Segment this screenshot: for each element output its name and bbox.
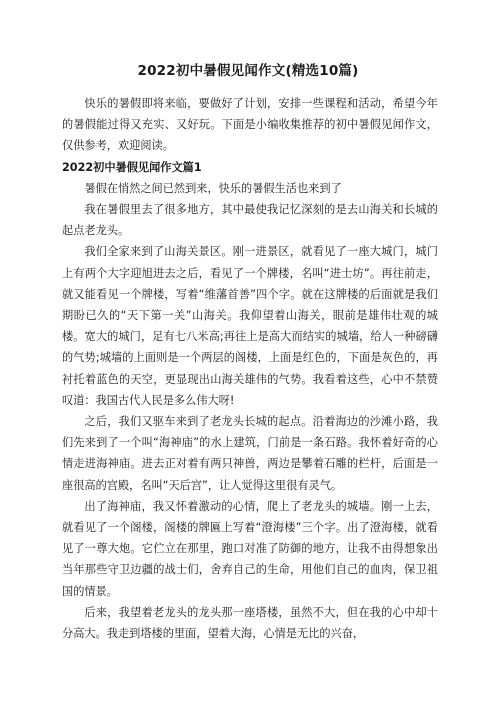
intro-paragraph: 快乐的暑假即将来临，要做好了计划，安排一些课程和活动，希望今年的暑假能过得又充实、又好玩。下面是小编收集推荐的初中暑假见闻作文，仅供参考，欢迎阅读。 — [62, 97, 438, 153]
body-paragraph: 之后，我们又驱车来到了老龙头长城的起点。沿着海边的沙滩小路，我们先来到了一个叫“海神庙”的水上建筑，门前是一条石路。我怀着好奇的心情走进海神庙。进去正对着有两只神兽，两边是攀着石雕的栏杆，后面是一座很高的宫殿，名叫“天后宫”，让人觉得这里很有灵气。 — [62, 415, 438, 492]
section-heading: 2022初中暑假见闻作文篇1 — [62, 160, 202, 174]
body-paragraph: 我们全家来到了山海关景区。刚一进景区，就看见了一座大城门，城门上有两个大字迎旭进去之后，看见了一个牌楼，名叫“进士坊”。再往前走，就又能看见一个牌楼，写着“维藩首善”四个字。就在这牌楼的后面就是我们期盼已久的“天下第一关”山海关。我仰望着山海关，眼前是雄伟壮观的城楼。宽大的城门，足有七八米高;再往上是高大而结实的城墙，给人一种磅礴的气势;城墙的上面则是一个两层的阁楼，上面是红色的，下面是灰色的，再衬托着蓝色的天空，更显现出山海关雄伟的气势。我看着这些，心中不禁赞叹道：我国古代人民是多么伟大呀! — [62, 245, 438, 407]
body-paragraph: 后来，我望着老龙头的龙头那一座塔楼，虽然不大，但在我的心中却十分高大。我走到塔楼的里面，望着大海，心情是无比的兴奋， — [62, 605, 438, 641]
body-paragraph: 暑假在悄然之间已然到来，快乐的暑假生活也来到了 — [84, 181, 342, 195]
body-paragraph: 我在暑假里去了很多地方，其中最使我记忆深刻的是去山海关和长城的起点老龙头。 — [62, 203, 438, 238]
document-body — [62, 93, 438, 644]
document-title: 2022初中暑假见闻作文(精选10篇) — [137, 63, 359, 79]
body-paragraph: 出了海神庙，我又怀着激动的心情，爬上了老龙头的城墙。刚一上去，就看见了一个阁楼，阁楼的牌匾上写着“澄海楼”三个字。出了澄海楼，就看见了一尊大炮。它伫立在那里，跑口对准了防御的地方，让我不由得想象出当年那些守卫边疆的战士们，舍弃自己的生命，用他们自己的血肉，保卫祖国的情景。 — [62, 499, 438, 598]
